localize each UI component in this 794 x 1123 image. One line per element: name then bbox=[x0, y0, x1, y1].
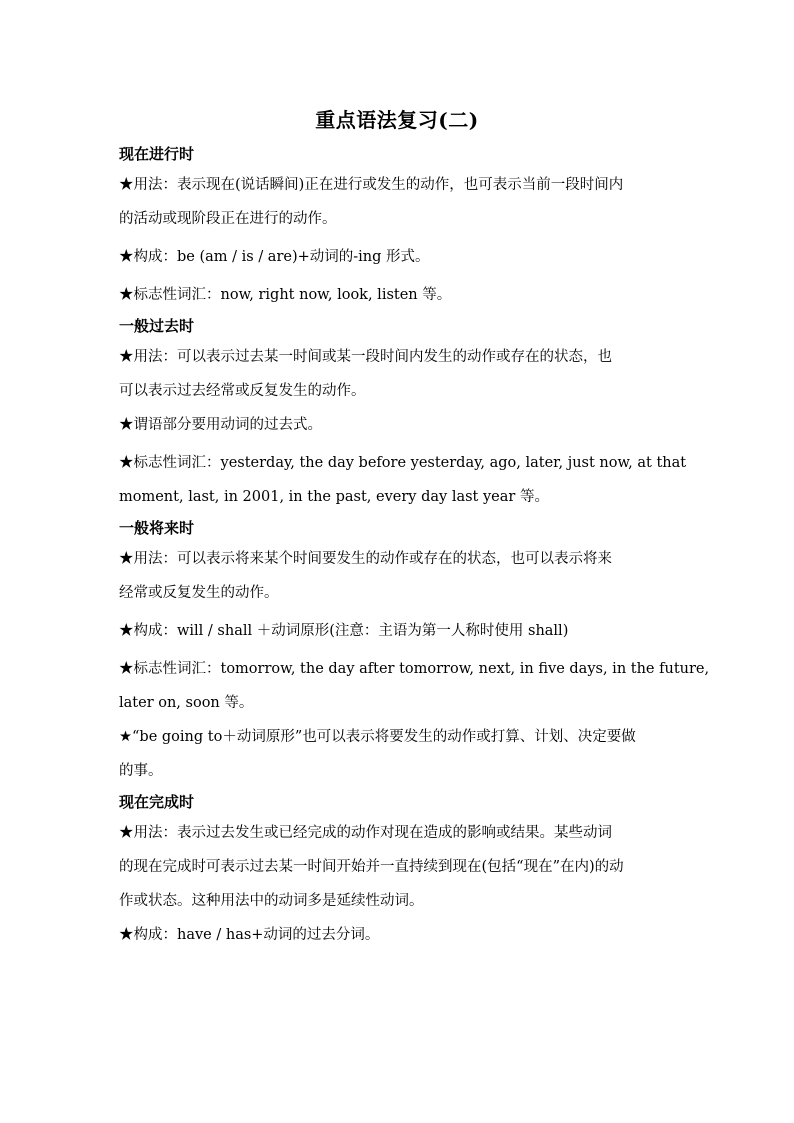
section-heading-simple-future: 一般将来时 bbox=[119, 519, 195, 537]
text-line: ★“be going to＋动词原形”也可以表示将要发生的动作或打算、计划、决定要做 bbox=[119, 729, 636, 745]
paragraph-usage bbox=[119, 340, 679, 408]
text-line: ★标志性词汇：yesterday, the day before yesterday, ago, later, just now, at that bbox=[119, 455, 687, 471]
text-line: later on, soon 等。 bbox=[119, 695, 254, 711]
text-line: ★标志性词汇：now, right now, look, listen 等。 bbox=[119, 287, 452, 303]
text-line: 的事。 bbox=[119, 763, 163, 779]
paragraph-structure bbox=[119, 240, 679, 274]
text-line: 的现在完成时可表示过去某一时间开始并一直持续到现在(包括“现在”在内)的动 bbox=[119, 859, 624, 875]
section-heading-simple-past: 一般过去时 bbox=[119, 317, 195, 335]
text-line: 作或状态。这种用法中的动词多是延续性动词。 bbox=[119, 893, 424, 909]
text-line: moment, last, in 2001, in the past, every day last year 等。 bbox=[119, 489, 549, 505]
text-line: ★构成：will / shall ＋动词原形(注意：主语为第一人称时使用 shall) bbox=[119, 623, 569, 639]
paragraph-structure bbox=[119, 918, 679, 952]
text-line: ★用法：可以表示过去某一时间或某一段时间内发生的动作或存在的状态，也 bbox=[119, 349, 612, 365]
paragraph-structure bbox=[119, 614, 679, 648]
text-line: ★用法：表示现在(说话瞬间)正在进行或发生的动作，也可表示当前一段时间内 bbox=[119, 177, 624, 193]
text-line: ★构成：be (am / is / are)+动词的-ing 形式。 bbox=[119, 249, 430, 265]
document-body bbox=[119, 140, 710, 952]
text-line: 的活动或现阶段正在进行的动作。 bbox=[119, 211, 337, 227]
paragraph-usage bbox=[119, 816, 679, 918]
text-line: ★标志性词汇：tomorrow, the day after tomorrow, next, in five days, in the future, bbox=[119, 661, 710, 677]
text-line: ★用法：可以表示将来某个时间要发生的动作或存在的状态，也可以表示将来 bbox=[119, 551, 612, 567]
text-line: 经常或反复发生的动作。 bbox=[119, 585, 279, 601]
text-line: ★用法：表示过去发生或已经完成的动作对现在造成的影响或结果。某些动词 bbox=[119, 825, 612, 841]
page-title: 重点语法复习(二) bbox=[315, 108, 479, 132]
paragraph-usage bbox=[119, 542, 679, 610]
paragraph-signal-words bbox=[119, 652, 710, 720]
paragraph-predicate bbox=[119, 408, 679, 442]
paragraph-signal-words bbox=[119, 446, 687, 514]
paragraph-signal-words bbox=[119, 278, 679, 312]
text-line: 可以表示过去经常或反复发生的动作。 bbox=[119, 383, 366, 399]
section-heading-present-continuous: 现在进行时 bbox=[119, 145, 195, 163]
section-heading-present-perfect: 现在完成时 bbox=[119, 793, 195, 811]
paragraph-be-going-to bbox=[119, 720, 679, 788]
paragraph-usage bbox=[119, 168, 679, 236]
text-line: ★构成：have / has+动词的过去分词。 bbox=[119, 927, 380, 943]
text-line: ★谓语部分要用动词的过去式。 bbox=[119, 417, 322, 433]
